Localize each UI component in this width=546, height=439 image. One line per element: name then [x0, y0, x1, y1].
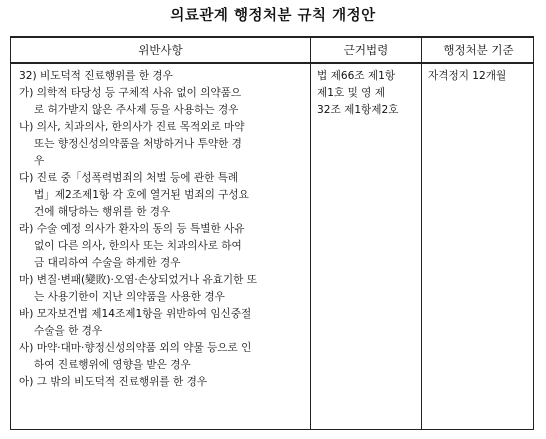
- violation-heading: 32) 비도덕적 진료행위를 한 경우: [19, 70, 173, 82]
- penalty-value: 자격정지 12개월: [428, 70, 507, 82]
- header-penalty-standard: 행정처분 기준: [443, 43, 514, 57]
- legal-basis-line: 32조 제1항제2호: [317, 104, 399, 116]
- legal-basis-line: 제1호 및 영 제: [317, 87, 386, 99]
- violation-item: 사) 마약·대마·향정신성의약품 외의 약물 등으로 인 하여 진료행위에 영향을 받은 경우: [19, 342, 252, 371]
- document-title: 의료관계 행정처분 규칙 개정안: [170, 8, 376, 24]
- header-legal-basis: 근거법령: [343, 43, 389, 57]
- violation-item: 라) 수술 예정 의사가 환자의 동의 등 특별한 사유 없이 다른 의사, 한의사 또는 치과의사로 하여 금 대리하여 수술을 하게한 경우: [19, 223, 245, 269]
- header-violation: 위반사항: [138, 43, 183, 57]
- violation-item: 다) 진료 중「성폭력범죄의 처벌 등에 관한 특례 법」제2조제1항 각 호에 열거된 범죄의 구성요 건에 해당하는 행위를 한 경우: [19, 172, 249, 218]
- column-divider: [421, 38, 422, 429]
- legal-basis-cell: [317, 68, 415, 119]
- violation-item: 바) 모자보건법 제14조제1항을 위반하여 임신중절 수술을 한 경우: [19, 308, 252, 337]
- violation-cell: [19, 68, 304, 391]
- regulation-table: [10, 36, 534, 430]
- legal-basis-line: 법 제66조 제1항: [317, 70, 396, 82]
- violation-item: 나) 의사, 치과의사, 한의사가 진료 목적외로 마약 또는 향정신성의약품을 처방하거나 투약한 경 우: [19, 121, 245, 167]
- violation-item: 마) 변질·변패(變敗)·오염·손상되었거나 유효기한 또 는 사용기한이 지난 의약품을 사용한 경우: [19, 274, 257, 303]
- column-divider: [310, 38, 311, 429]
- violation-item: 가) 의학적 타당성 등 구체적 사유 없이 의약품으 로 허가받지 않은 주사제 등을 사용하는 경우: [19, 87, 242, 116]
- header-divider: [11, 62, 533, 64]
- violation-item: 아) 그 밖의 비도덕적 진료행위를 한 경우: [19, 376, 208, 388]
- penalty-cell: [428, 68, 532, 85]
